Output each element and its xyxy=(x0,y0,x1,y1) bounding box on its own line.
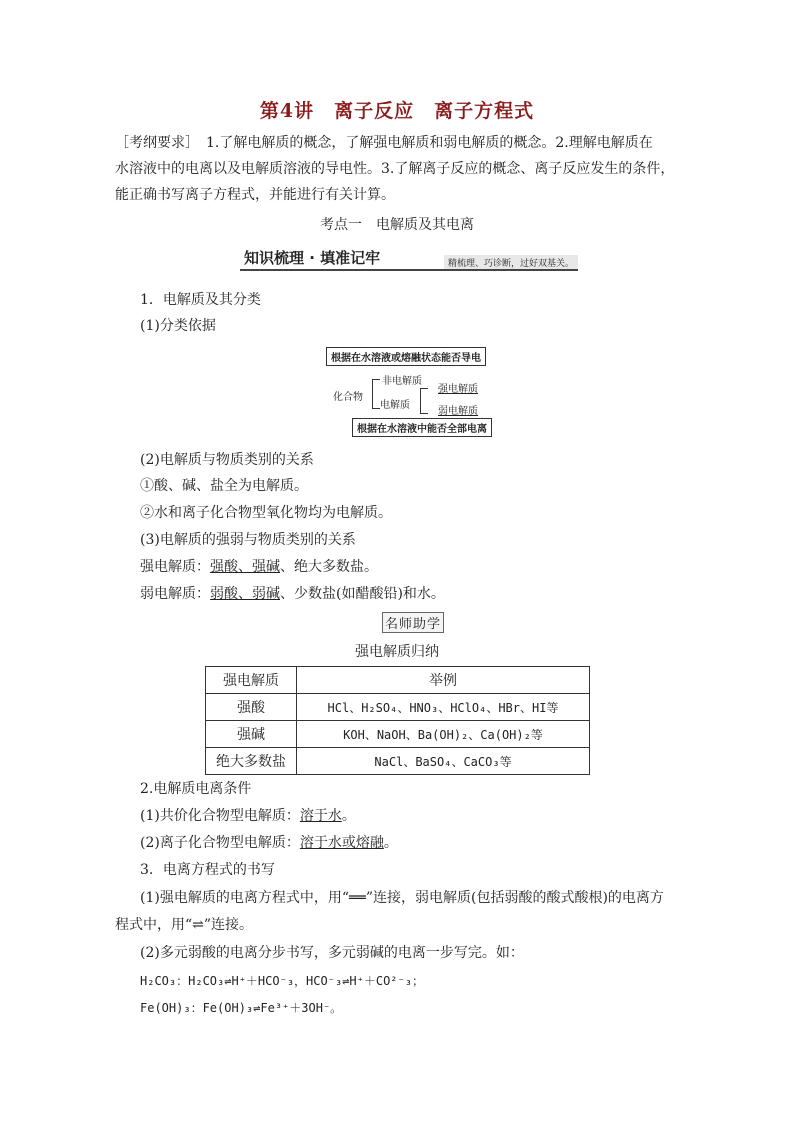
diagram-bottom-box: 根据在水溶液中能否全部电离 xyxy=(352,418,492,437)
lesson-title: 第4讲 离子反应 离子方程式 xyxy=(259,100,535,122)
weak-answer: 弱酸、弱碱 xyxy=(210,586,280,602)
table-row xyxy=(206,694,590,721)
table-cell: 强碱 xyxy=(206,721,297,748)
diagram-strong: 强电解质 xyxy=(438,384,478,395)
strong-electrolyte-table xyxy=(205,666,590,775)
diagram-bracket xyxy=(372,379,373,409)
s1-sub3: (3)电解质的强弱与物质类别的关系 xyxy=(140,532,356,548)
s2-line2: (2)离子化合物型电解质：溶于水或熔融。 xyxy=(140,835,398,851)
table-cell: NaCl、BaSO₄、CaCO₃等 xyxy=(297,748,590,775)
diagram-top-box: 根据在水溶液或熔融状态能否导电 xyxy=(326,347,486,366)
table-caption: 强电解质归纳 xyxy=(355,644,439,660)
diagram-non-electrolyte: 非电解质 xyxy=(382,376,422,387)
equation-h2co3: H₂CO₃：H₂CO₃⇌H⁺＋HCO⁻₃，HCO⁻₃⇌H⁺＋CO²⁻₃； xyxy=(140,974,424,988)
table-cell: KOH、NaOH、Ba(OH)₂、Ca(OH)₂等 xyxy=(297,721,590,748)
banner-title: 知识梳理 · 填准记牢 xyxy=(244,249,381,267)
table-row xyxy=(206,748,590,775)
table-header: 强电解质 xyxy=(206,667,297,694)
s1-sub2: (2)电解质与物质类别的关系 xyxy=(140,452,314,468)
strong-answer: 强酸、强碱 xyxy=(210,559,280,575)
diagram-bracket-2 xyxy=(420,388,421,414)
table-cell: HCl、H₂SO₄、HNO₃、HClO₄、HBr、HI等 xyxy=(297,694,590,721)
table-header: 举例 xyxy=(297,667,590,694)
s2-heading: 2.电解质电离条件 xyxy=(140,781,252,797)
s1-item1: ①酸、碱、盐全为电解质。 xyxy=(140,478,308,494)
banner-subtitle: 精梳理、巧诊断，过好双基关。 xyxy=(444,255,578,270)
s3-p2: (2)多元弱酸的电离分步书写，多元弱碱的电离一步写完。如： xyxy=(140,945,524,961)
diagram-root: 化合物 xyxy=(333,392,363,403)
s1-sub1: (1)分类依据 xyxy=(140,318,216,334)
s3-p1-line2: 程式中，用“⇌”连接。 xyxy=(115,917,254,933)
weak-electrolyte-line: 弱电解质：弱酸、弱碱、少数盐(如醋酸铅)和水。 xyxy=(140,586,445,602)
banner-rule xyxy=(240,269,578,271)
s2-answer-1: 溶于水 xyxy=(299,808,342,824)
syllabus-line-3: 能正确书写离子方程式，并能进行有关计算。 xyxy=(115,187,395,203)
diagram-weak: 弱电解质 xyxy=(438,406,478,417)
s3-p1-line1: (1)强电解质的电离方程式中，用“══”连接，弱电解质(包括弱酸的酸式酸根)的电离方 xyxy=(140,890,664,906)
s2-answer-2: 溶于水或熔融 xyxy=(299,835,384,851)
teacher-tip-label: 名师助学 xyxy=(382,612,444,633)
section-title: 考点一 电解质及其电离 xyxy=(320,217,474,233)
table-header-row xyxy=(206,667,590,694)
syllabus-line-1: ［考纲要求］ 1.了解电解质的概念，了解强电解质和弱电解质的概念。2.理解电解质在 xyxy=(115,135,653,151)
diagram-electrolyte: 电解质 xyxy=(380,400,410,411)
equation-feoh3: Fe(OH)₃：Fe(OH)₃⇌Fe³⁺＋3OH⁻。 xyxy=(140,1001,343,1015)
table-row xyxy=(206,721,590,748)
syllabus-line-2: 水溶液中的电离以及电解质溶液的导电性。3.了解离子反应的概念、离子反应发生的条件， xyxy=(115,161,675,177)
s3-heading: 3．电离方程式的书写 xyxy=(140,862,275,878)
s1-heading: 1．电解质及其分类 xyxy=(140,292,261,308)
classification-diagram xyxy=(320,343,510,438)
s1-item2: ②水和离子化合物型氧化物均为电解质。 xyxy=(140,505,392,521)
knowledge-banner xyxy=(240,247,578,271)
table-cell: 绝大多数盐 xyxy=(206,748,297,775)
strong-electrolyte-line: 强电解质：强酸、强碱、绝大多数盐。 xyxy=(140,559,378,575)
s2-line1: (1)共价化合物型电解质：溶于水。 xyxy=(140,808,356,824)
table-cell: 强酸 xyxy=(206,694,297,721)
